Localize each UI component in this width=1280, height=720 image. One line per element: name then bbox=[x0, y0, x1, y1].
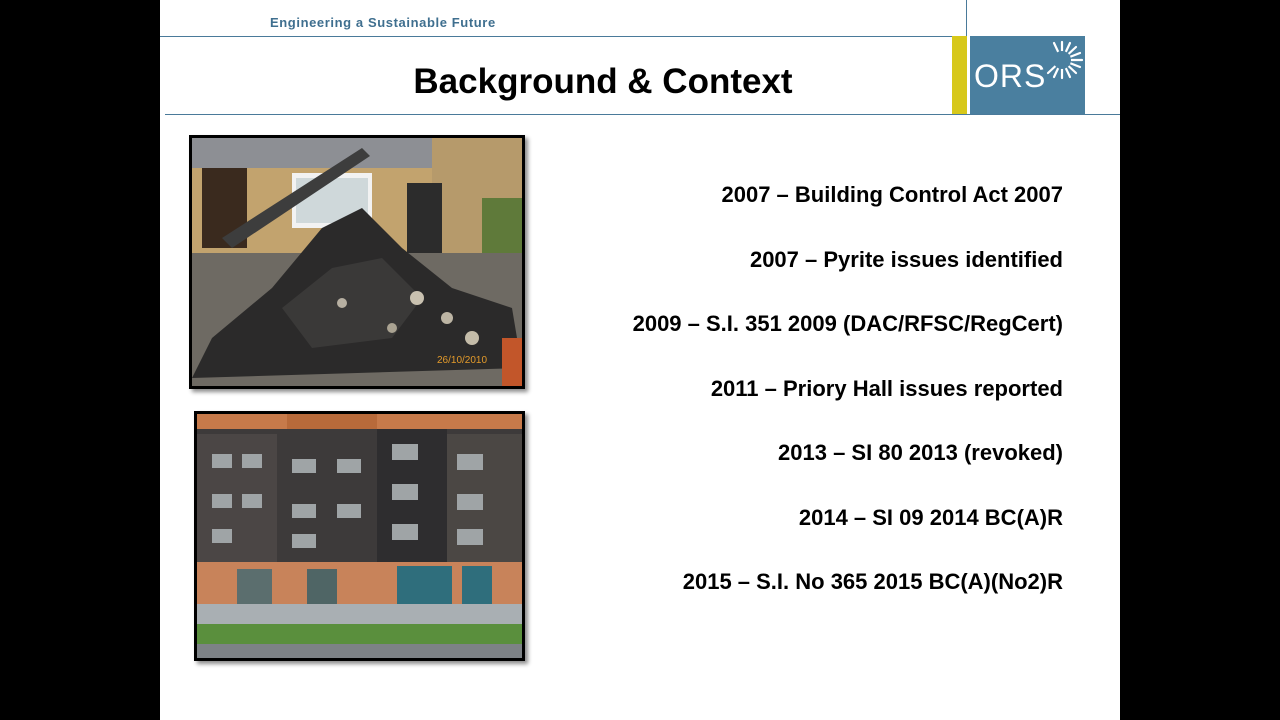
header-separator bbox=[966, 0, 967, 36]
timeline-list bbox=[633, 176, 1063, 628]
slide bbox=[160, 0, 1120, 720]
timeline-item: 2015 – S.I. No 365 2015 BC(A)(No2)R bbox=[682, 569, 1063, 594]
header-divider bbox=[160, 36, 952, 37]
timeline-item: 2007 – Pyrite issues identified bbox=[749, 246, 1063, 272]
timeline-item: 2014 – SI 09 2014 BC(A)R bbox=[798, 504, 1063, 530]
title-divider bbox=[165, 114, 1120, 115]
timeline-item: 2013 – SI 80 2013 (revoked) bbox=[778, 440, 1063, 465]
slide-title: Background & Context bbox=[413, 62, 793, 101]
priory-hall-photo bbox=[194, 411, 525, 661]
photo-datestamp: 26/10/2010 bbox=[437, 355, 488, 366]
timeline-item: 2011 – Priory Hall issues reported bbox=[710, 375, 1063, 401]
timeline-item: 2007 – Building Control Act 2007 bbox=[721, 182, 1063, 207]
tagline: Engineering a Sustainable Future bbox=[270, 15, 496, 30]
timeline-item: 2009 – S.I. 351 2009 (DAC/RFSC/RegCert) bbox=[632, 311, 1063, 336]
logo-text: ORS bbox=[974, 58, 1047, 94]
pyrite-rubble-photo bbox=[189, 135, 525, 389]
logo-sunburst-icon bbox=[1040, 36, 1085, 81]
